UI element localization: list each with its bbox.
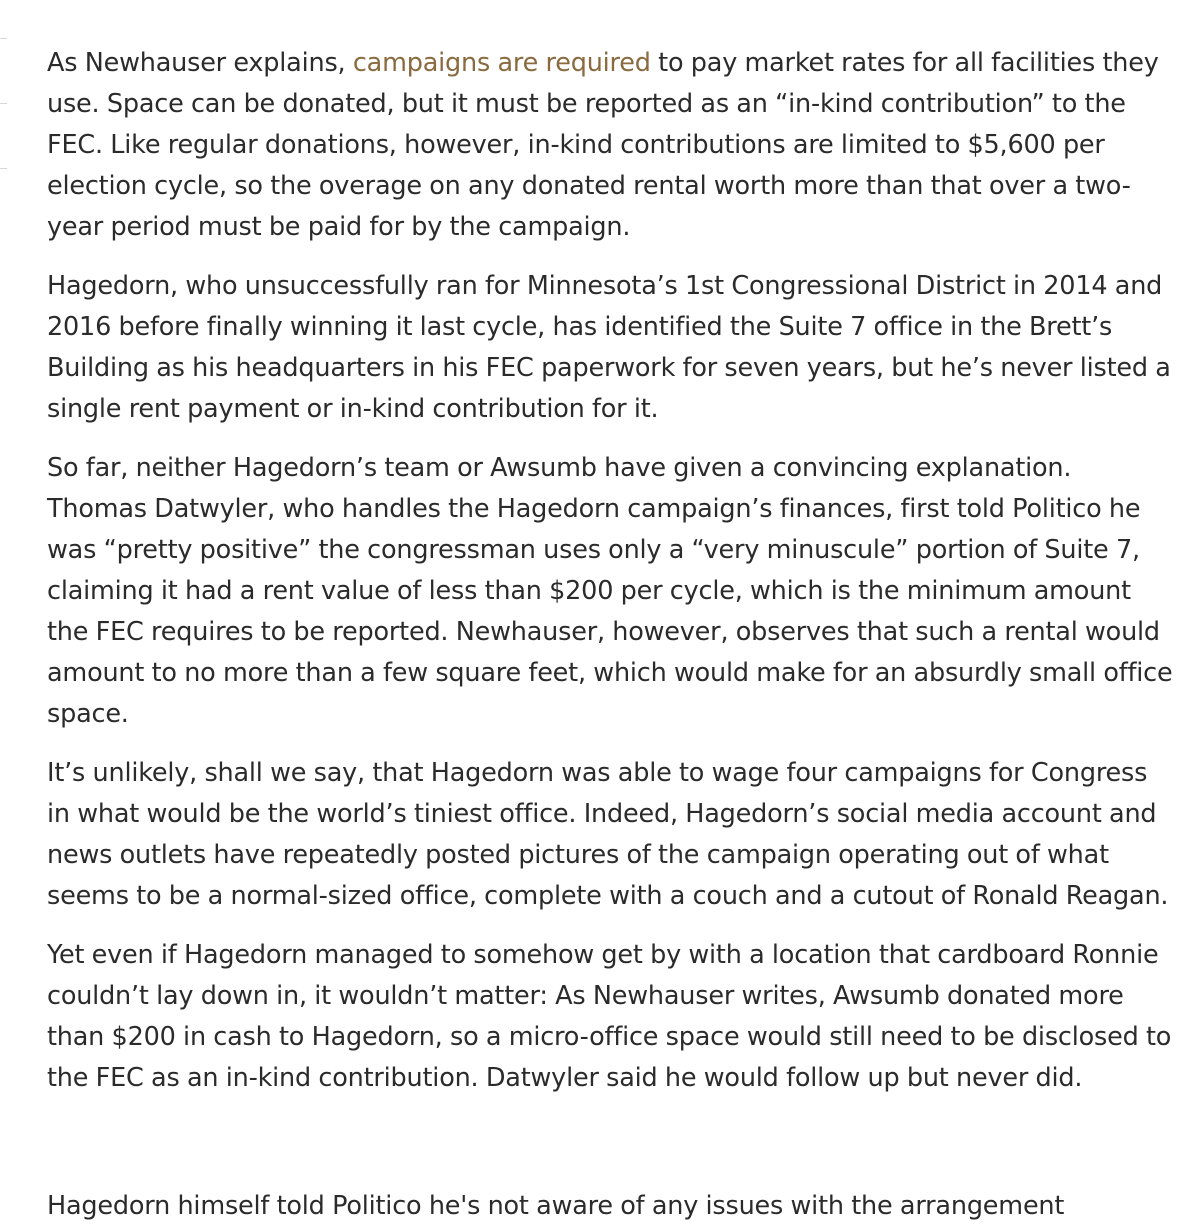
paragraph-1-rest: to pay market rates for all facilities they use. Space can be donated, but it must be reported as an “in-kind contribution” to the FEC. Like regular donations, however, in-kind contributions are limited to $5,600 per election cycle, so the overage on any donated rental worth more than that over a two-year period must be paid for by the campaign. (47, 48, 1159, 242)
article-body (47, 43, 1175, 1117)
paragraph-1-intro: As Newhauser explains, (47, 48, 353, 78)
margin-rule (0, 38, 7, 39)
paragraph-3: So far, neither Hagedorn’s team or Awsumb have given a convincing explanation. Thomas Datwyler, who handles the Hagedorn campaign’s finances, first told Politico he was “pretty positive” the congressman uses only a “very minuscule” portion of Suite 7, claiming it had a rent value of less than $200 per cycle, which is the minimum amount the FEC requires to be reported. Newhauser, however, observes that such a rental would amount to no more than a few square feet, which would make for an absurdly small office space. (47, 453, 1173, 729)
paragraph-5: Yet even if Hagedorn managed to somehow get by with a location that cardboard Ronnie couldn’t lay down in, it wouldn’t matter: As Newhauser writes, Awsumb donated more than $200 in cash to Hagedorn, so a micro-office space would still need to be disclosed to the FEC as an in-kind contribution. Datwyler said he would follow up but never did. (47, 940, 1172, 1093)
margin-rule (0, 168, 7, 169)
campaigns-required-link[interactable]: campaigns are required (352, 48, 651, 78)
margin-rule (0, 103, 7, 104)
cut-off-paragraph: Hagedorn himself told Politico he's not aware of any issues with the arrangement (47, 1191, 1065, 1221)
paragraph-1 (47, 43, 1175, 248)
paragraph-4: It’s unlikely, shall we say, that Hagedorn was able to wage four campaigns for Congress in what would be the world’s tiniest office. Indeed, Hagedorn’s social media account and news outlets have repeatedly posted pictures of the campaign operating out of what seems to be a normal-sized office, complete with a couch and a cutout of Ronald Reagan. (47, 758, 1169, 911)
paragraph-2: Hagedorn, who unsuccessfully ran for Minnesota’s 1st Congressional District in 2014 and 2016 before finally winning it last cycle, has identified the Suite 7 office in the Brett’s Building as his headquarters in his FEC paperwork for seven years, but he’s never listed a single rent payment or in-kind contribution for it. (47, 271, 1171, 424)
